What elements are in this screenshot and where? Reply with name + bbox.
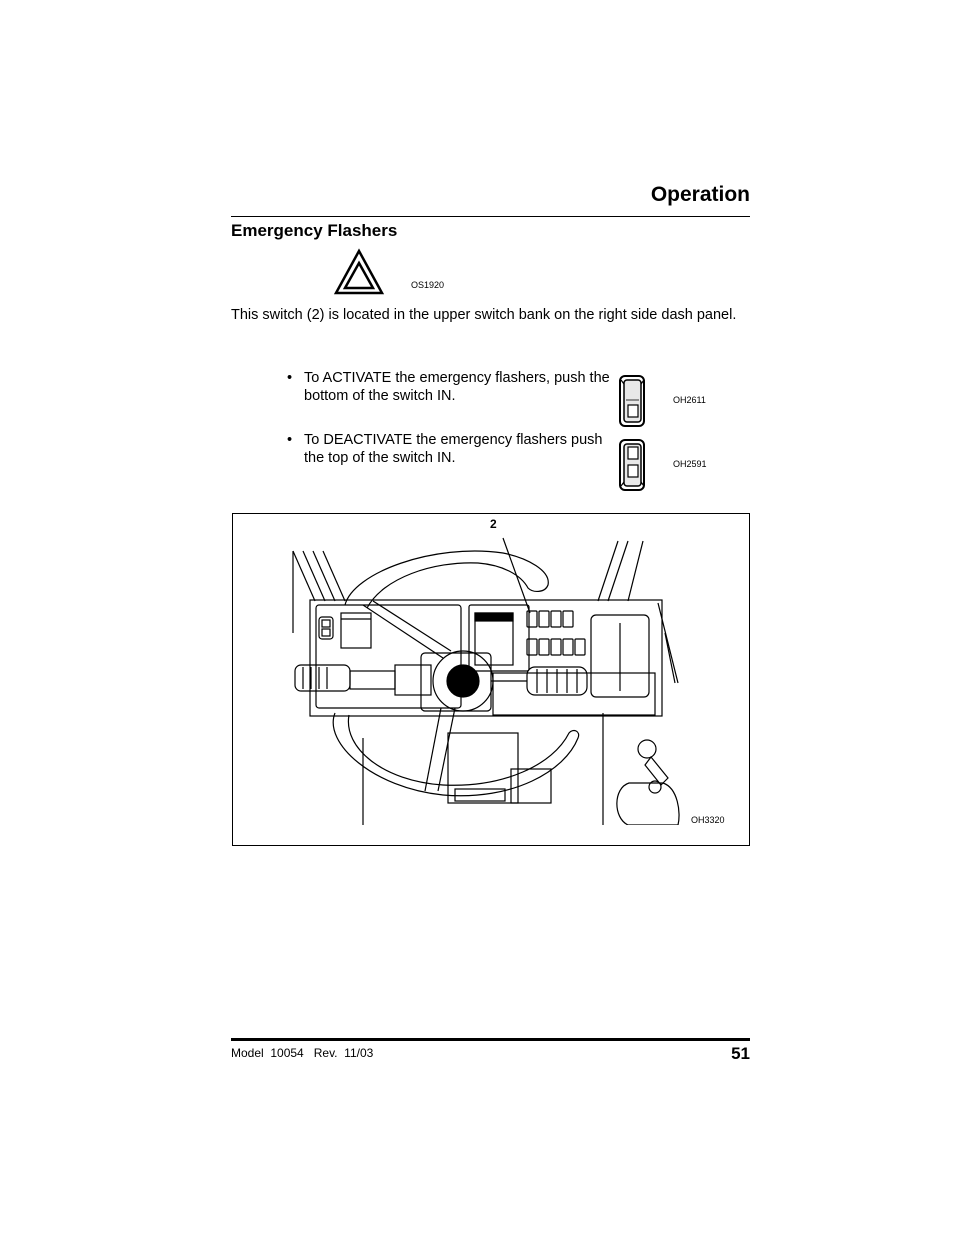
bullet-activate-text: To ACTIVATE the emergency flashers, push the bottom of the switch IN. (304, 370, 610, 404)
bullet-deactivate-text: To DEACTIVATE the emergency flashers push the top of the switch IN. (304, 432, 603, 466)
chapter-title: Operation (650, 183, 750, 206)
header-rule (231, 216, 750, 217)
footer-model-revision: Model 10054 Rev. 11/03 (231, 1046, 374, 1060)
steering-dashboard-illustration (283, 533, 683, 825)
hazard-figure-code: OS1920 (411, 280, 445, 290)
callout-number: 2 (490, 517, 497, 531)
rocker-switch-activate-icon (617, 374, 647, 428)
bullet-dot: • (287, 432, 293, 448)
intro-paragraph: This switch (2) is located in the upper switch bank on the right side dash panel. (231, 307, 737, 323)
hazard-triangle-icon (333, 248, 385, 296)
dashboard-figure-code: OH3320 (691, 815, 725, 825)
page-number: 51 (731, 1044, 750, 1063)
bullet-deactivate (287, 432, 617, 467)
switch-deactivate-code: OH2591 (673, 459, 707, 469)
rocker-switch-deactivate-icon (617, 438, 647, 492)
switch-activate-code: OH2611 (673, 395, 706, 405)
section-title: Emergency Flashers (231, 221, 398, 240)
bullet-activate (287, 370, 617, 405)
footer-rule (231, 1038, 750, 1041)
bullet-dot: • (287, 370, 293, 386)
